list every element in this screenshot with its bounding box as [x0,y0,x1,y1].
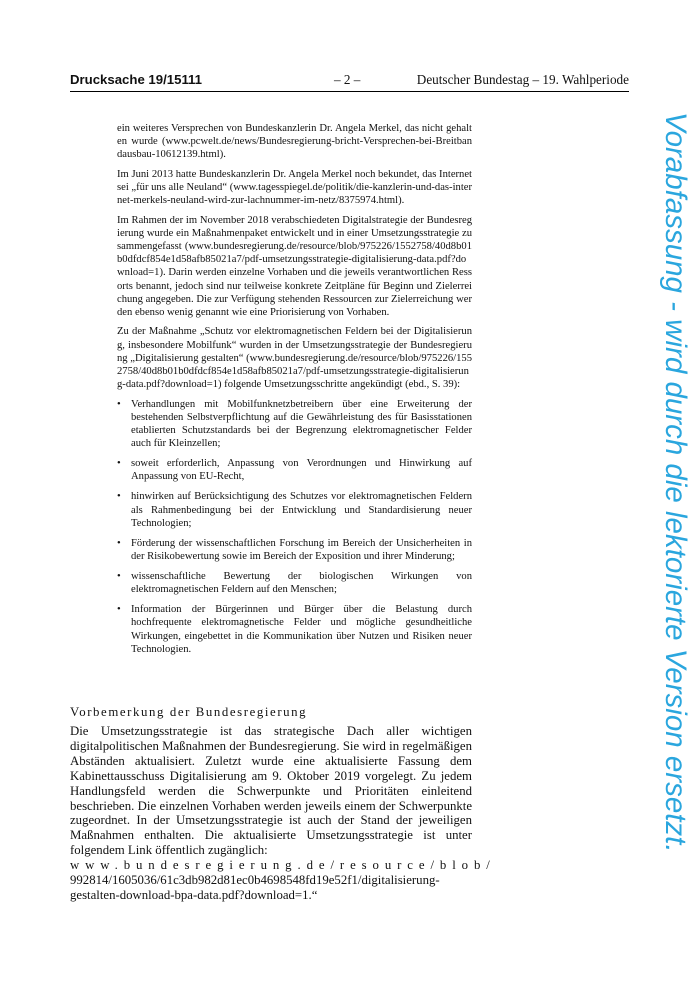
parliament-label: Deutscher Bundestag – 19. Wahlperiode [416,72,629,87]
list-item [117,603,472,656]
question-preamble [117,122,472,663]
doc-label: Drucksache 19/ [70,72,167,87]
list-item-text: wissenschaftliche Bewertung der biologischen Wirkungen von elektromagnetischen Feldern auf den Menschen; [131,571,472,596]
strategy-link-rest: 992814/1605036/61c3db982d81ec0b4698548fd19e52f1/digitalisierung-gestalten-download-bpa-data.pdf?download=1.“ [70,873,440,902]
list-item [117,490,472,530]
bullet-icon: • [117,458,121,470]
government-preamble [70,724,496,903]
bullet-icon: • [117,571,121,583]
list-item-text: soweit erforderlich, Anpassung von Verordnungen und Hinwirkung auf Anpassung von EU-Recht, [131,458,472,483]
bullet-icon: • [117,604,121,616]
strategy-link-line-1: www.bundesregierung.de/resource/blob/ [70,858,496,873]
bullet-icon: • [117,491,121,503]
list-item-text: Förderung der wissenschaftlichen Forschung im Bereich der Unsicherheiten in der Risikobewertung sowie im Bereich der Exposition und ihrer Minderung; [131,537,472,563]
document-number [70,72,202,88]
list-item [117,570,472,596]
list-item-text: Information der Bürgerinnen und Bürger über die Belastung durch hochfrequente elektromagnetische Felder und mögliche gesundheitliche Wirkungen, eingebettet in die Kommunikation über Nutzen und Risiken neuer Technologien. [131,604,472,655]
list-item-text: Verhandlungen mit Mobilfunknetzbetreibern über eine Erweiterung der bestehenden Selbstverpflichtung auf die Gewährleistung des für Basisstationen etablierten Schutzstandards bei der Begrenzung elektromagnetischer Felder auch für Kleinzellen; [131,398,472,450]
intro-paragraph-4: Zu der Maßnahme „Schutz vor elektromagnetischen Feldern bei der Digitalisierung, insbesondere Mobilfunk“ wurden in der Umsetzungsstrategie der Bundesregierung „Digitalisierung gestalten“ (www.bundesregierung.de/resource/blob/975226/1552758/40d8b01b0dfdcf854e1d58afb85021a7/pdf-umsetzungsstrategie-digitalisierung-data.pdf?download=1) folgende Umsetzungsschritte angekündigt (ebd., S. 39): [117,326,472,391]
list-item [117,457,472,483]
measures-list [117,398,472,656]
draft-watermark: Vorabfassung - wird durch die lektorierte Version ersetzt. [659,112,692,853]
section-title: Vorbemerkung der Bundesregierung [70,705,308,719]
bullet-icon: • [117,398,121,410]
intro-paragraph-1: ein weiteres Versprechen von Bundeskanzlerin Dr. Angela Merkel, das nicht gehalten wurde (www.pcwelt.de/news/Bundesregierung-bricht-Versprechen-bei-Breitbandausbau-10612139.html). [117,123,472,161]
list-item [117,398,472,451]
page-number: – 2 – [334,72,361,87]
page-header [70,72,629,88]
list-item-text: hinwirken auf Berücksichtigung des Schutzes vor elektromagnetischen Feldern als Rahmenbedingung bei der Entwicklung und Standardisierung neuer Technologien; [131,491,472,529]
intro-paragraph-3: Im Rahmen der im November 2018 verabschiedeten Digitalstrategie der Bundesregierung wurde ein Maßnahmenpaket entwickelt und in einer Umsetzungsstrategie zusammengefasst (www.bundesregierung.de/resource/blob/975226/1552758/40d8b01b0dfdcf854e1d58afb85021a7/pdf-umsetzungsstrategie-digitalisierung-data.pdf?download=1). Darin werden einzelne Vorhaben und die jeweils verantwortlichen Ressorts benannt, jedoch sind nur teilweise konkrete Zeitpläne für Beginn und Zielerreichung angegeben. Die zur Verfügung stehenden Ressourcen zur Zielerreichung werden ebenso wenig genannt wie eine Priorisierung von Vorhaben. [117,214,472,319]
intro-paragraph-2: Im Juni 2013 hatte Bundeskanzlerin Dr. Angela Merkel noch bekundet, das Internet sei „für uns alle Neuland“ (www.tagesspiegel.de/politik/die-kanzlerin-und-das-internet-merkels-neuland-wird-zur-lachnummer-im-netz/8375974.html). [117,168,472,207]
doc-number: 15111 [166,72,202,87]
list-item [117,537,472,563]
header-rule [70,91,629,92]
main-paragraph-text: Die Umsetzungsstrategie ist das strategische Dach aller wichtigen digitalpolitischen Maßnahmen der Bundesregierung. Sie wird in regelmäßigen Abständen aktualisiert. Zuletzt wurde eine aktualisierte Fassung dem Kabinettausschuss Digitalisierung am 9. Oktober 2019 vorgelegt. Zu jedem Handlungsfeld werden die Schwerpunkte und Prioritäten einleitend beschrieben. Die einzelnen Vorhaben werden jeweils einem der Schwerpunkte zugeordnet. In der Umsetzungsstrategie ist auch der Stand der jeweiligen Maßnahmen enthalten. Die aktualisierte Umsetzungsstrategie ist unter folgendem Link öffentlich zugänglich: [70,724,472,858]
main-paragraph [70,724,496,903]
bullet-icon: • [117,537,121,549]
